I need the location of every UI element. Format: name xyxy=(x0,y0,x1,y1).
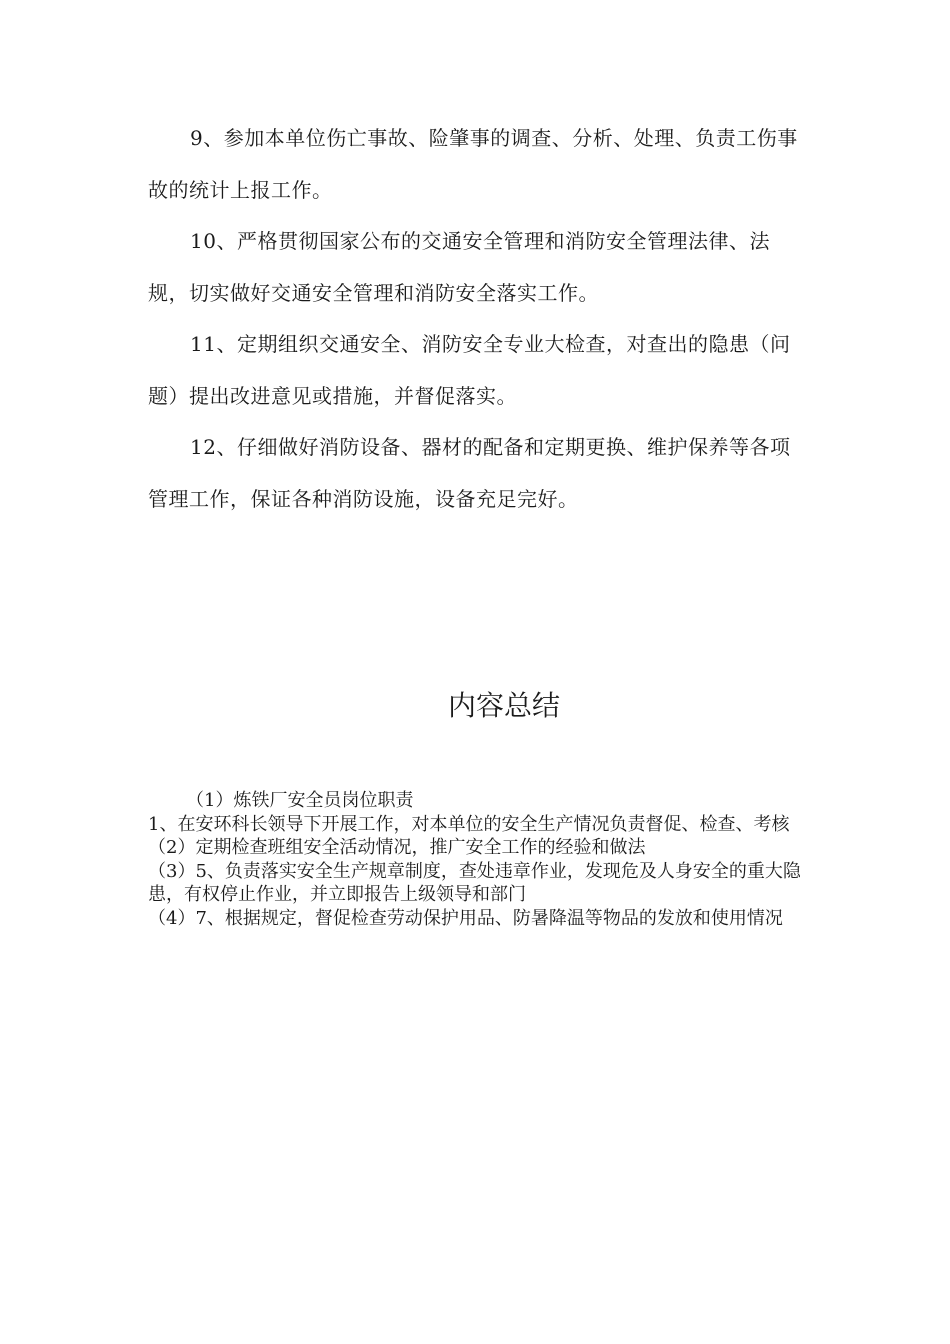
summary-line: （4）7、根据规定，督促检查劳动保护用品、防暑降温等物品的发放和使用情况 xyxy=(148,907,783,929)
summary-line: （2）定期检查班组安全活动情况，推广安全工作的经验和做法 xyxy=(148,837,646,858)
summary-line: 1、在安环科长领导下开展工作，对本单位的安全生产情况负责督促、检查、考核 xyxy=(148,813,790,835)
summary-line: （3）5、负责落实安全生产规章制度，查处违章作业，发现危及人身安全的重大隐患，有权停止作业，并立即报告上级领导和部门 xyxy=(148,860,801,905)
duty-item-11: 11、定期组织交通安全、消防安全专业大检查，对查出的隐患（问题）提出改进意见或措施，并督促落实。 xyxy=(148,332,791,408)
duty-item-12: 12、仔细做好消防设备、器材的配备和定期更换、维护保养等各项管理工作，保证各种消防设施，设备充足完好。 xyxy=(148,435,791,511)
duty-item-9: 9、参加本单位伤亡事故、险肇事的调查、分析、处理、负责工伤事故的统计上报工作。 xyxy=(148,126,798,202)
duty-item-10: 10、严格贯彻国家公布的交通安全管理和消防安全管理法律、法规，切实做好交通安全管理和消防安全落实工作。 xyxy=(148,229,770,305)
summary-line: （1）炼铁厂安全员岗位职责 xyxy=(186,790,414,811)
summary-title: 内容总结 xyxy=(447,689,560,722)
summary-body xyxy=(148,789,802,930)
